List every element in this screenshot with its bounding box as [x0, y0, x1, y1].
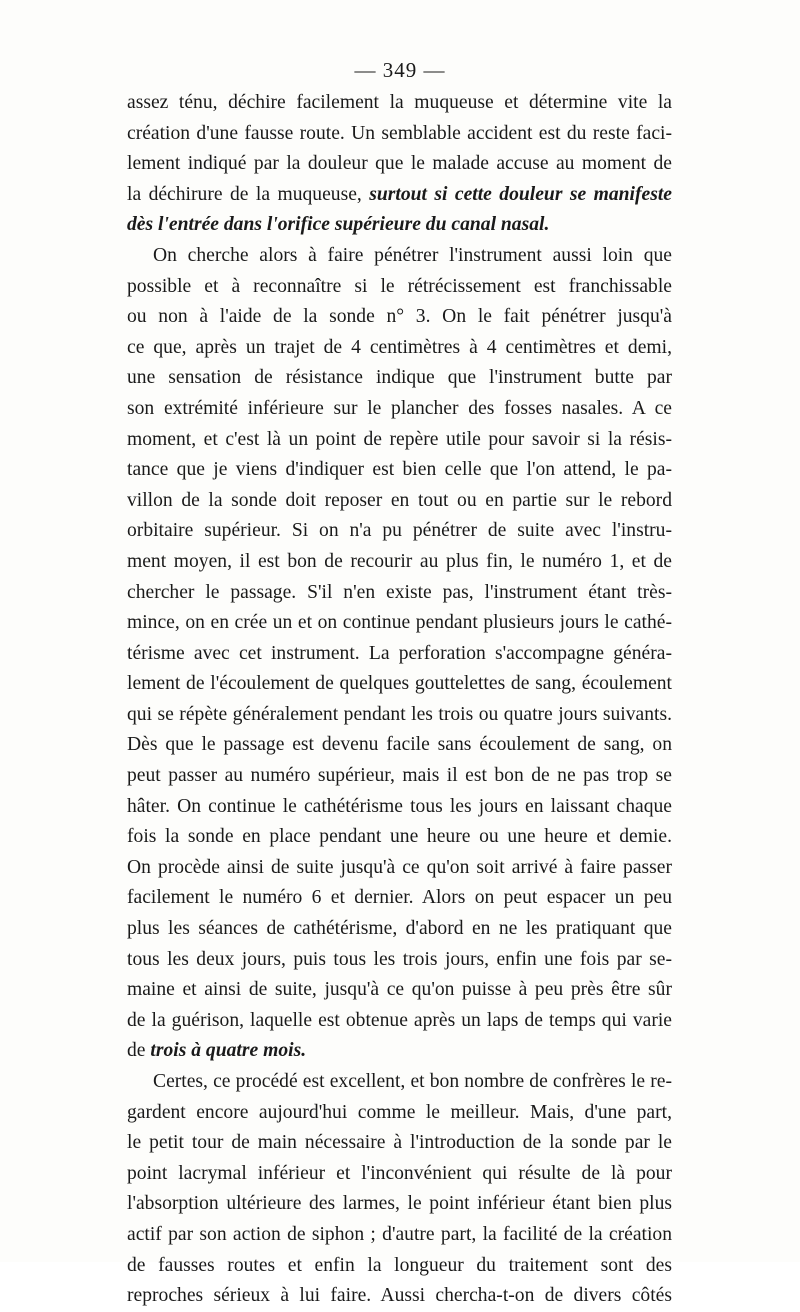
text-line: On procède ainsi de suite jusqu'à ce qu'on soit arrivé à faire passer	[127, 856, 672, 878]
text-line: orbitaire supérieur. Si on n'a pu pénétrer de suite avec l'instru-	[127, 520, 672, 542]
text-line: lement indiqué par la douleur que le malade accuse au moment de	[127, 153, 672, 175]
body-text	[127, 88, 672, 1312]
text-line	[127, 1036, 672, 1067]
text-line: qui se répète généralement pendant les trois ou quatre jours suivants.	[127, 703, 672, 725]
text-line	[127, 210, 672, 241]
paragraph-start-line: On cherche alors à faire pénétrer l'instrument aussi loin que	[153, 244, 672, 266]
text-line: chercher le passage. S'il n'en existe pas, l'instrument étant très-	[127, 581, 672, 603]
emphasis-text: dès l'entrée dans l'orifice supérieure du canal nasal.	[127, 214, 550, 236]
text-line: possible et à reconnaître si le rétrécissement est franchissable	[127, 275, 672, 297]
text-line: assez ténu, déchire facilement la muqueuse et détermine vite la	[127, 92, 672, 113]
text-line: une sensation de résistance indique que l'instrument butte par	[127, 367, 672, 389]
text-line: peut passer au numéro supérieur, mais il est bon de ne pas trop se	[127, 765, 672, 787]
text-line: moment, et c'est là un point de repère utile pour savoir si la résis-	[127, 428, 672, 450]
text-run: la déchirure de la muqueuse,	[127, 183, 370, 205]
text-line: le petit tour de main nécessaire à l'introduction de la sonde par le	[127, 1132, 672, 1154]
page-number: — 349 —	[354, 58, 446, 82]
text-line	[127, 180, 672, 211]
text-line: actif par son action de siphon ; d'autre part, la facilité de la création	[127, 1223, 672, 1245]
text-line: gardent encore aujourd'hui comme le meilleur. Mais, d'une part,	[127, 1101, 672, 1123]
paragraph-start-line: Certes, ce procédé est excellent, et bon nombre de confrères le re-	[153, 1071, 672, 1092]
text-line: point lacrymal inférieur et l'inconvénient qui résulte de là pour	[127, 1162, 672, 1184]
text-line: de la guérison, laquelle est obtenue après un laps de temps qui varie	[127, 1009, 672, 1031]
text-line: création d'une fausse route. Un semblable accident est du reste faci-	[127, 122, 672, 144]
text-line: mince, on en crée un et on continue pendant plusieurs jours le cathé-	[127, 612, 672, 634]
text-line: plus les séances de cathétérisme, d'abord en ne les pratiquant que	[127, 918, 672, 940]
emphasis-text: trois à quatre mois.	[150, 1040, 307, 1062]
text-line: reproches sérieux à lui faire. Aussi chercha-t-on de divers côtés	[127, 1285, 672, 1307]
text-line: son extrémité inférieure sur le plancher des fosses nasales. A ce	[127, 397, 672, 419]
text-line: facilement le numéro 6 et dernier. Alors on peut espacer un peu	[127, 887, 672, 909]
text-line: lement de l'écoulement de quelques gouttelettes de sang, écoulement	[127, 673, 672, 695]
text-line: hâter. On continue le cathétérisme tous les jours en laissant chaque	[127, 795, 672, 817]
text-run: de	[127, 1040, 151, 1062]
text-line: ou non à l'aide de la sonde n° 3. On le fait pénétrer jusqu'à	[127, 306, 672, 328]
text-line: villon de la sonde doit reposer en tout ou en partie sur le rebord	[127, 489, 672, 511]
text-line: Dès que le passage est devenu facile sans écoulement de sang, on	[127, 734, 672, 756]
text-line: fois la sonde en place pendant une heure ou une heure et demie.	[127, 826, 672, 848]
text-line: maine et ainsi de suite, jusqu'à ce qu'on puisse à peu près être sûr	[127, 979, 672, 1001]
text-line: tous les deux jours, puis tous les trois jours, enfin une fois par se-	[127, 948, 672, 970]
text-line: ce que, après un trajet de 4 centimètres à 4 centimètres et demi,	[127, 336, 672, 358]
text-line: l'absorption ultérieure des larmes, le point inférieur étant bien plus	[127, 1193, 672, 1215]
text-line: ment moyen, il est bon de recourir au plus fin, le numéro 1, et de	[127, 550, 672, 572]
text-line: de fausses routes et enfin la longueur du traitement sont des	[127, 1254, 672, 1276]
text-line: térisme avec cet instrument. La perforation s'accompagne généra-	[127, 642, 672, 664]
text-line: tance que je viens d'indiquer est bien celle que l'on attend, le pa-	[127, 459, 672, 481]
emphasis-text: surtout si cette douleur se manifeste	[369, 183, 672, 205]
